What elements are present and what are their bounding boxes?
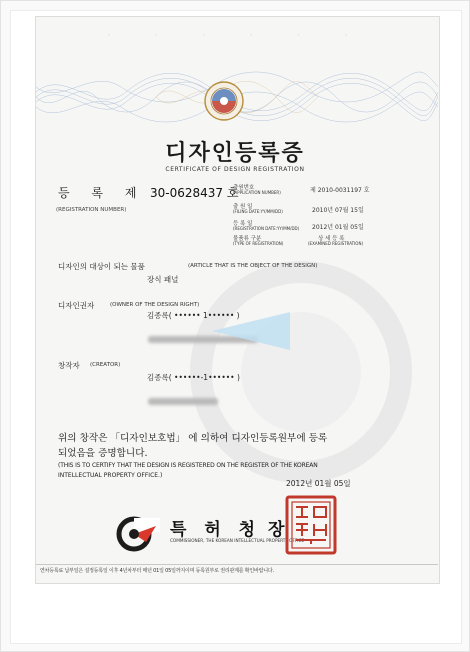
office-name-english: COMMISSIONER, THE KOREAN INTELLECTUAL PROPERTY OFFICE bbox=[170, 538, 305, 543]
filing-date-value: 2010년 07월 15일 bbox=[312, 207, 364, 214]
light-reflection bbox=[212, 306, 292, 356]
registration-type-label-en: (TYPE OF REGISTRATION) bbox=[233, 241, 284, 246]
application-number-label-en: (APPLICATION NUMBER) bbox=[233, 190, 281, 195]
owner-label-en: (OWNER OF THE DESIGN RIGHT) bbox=[110, 302, 200, 308]
article-label-en: (ARTICLE THAT IS THE OBJECT OF THE DESIGN) bbox=[188, 263, 318, 269]
creator-address-redacted bbox=[148, 398, 218, 405]
registration-date-label-en: (REGISTRATION DATE:YY/MM/DD) bbox=[233, 226, 300, 231]
owner-label: 디자인권자 bbox=[58, 301, 95, 310]
statement-english-line1: (THIS IS TO CERTIFY THAT THE DESIGN IS REGISTERED ON THE REGISTER OF THE KOREAN bbox=[58, 462, 318, 469]
registration-label-en: (REGISTRATION NUMBER) bbox=[56, 207, 127, 213]
application-number-value: 제 2010-0031197 호 bbox=[310, 187, 370, 194]
registration-date-label: 등 록 일 bbox=[233, 221, 253, 227]
creator-label-en: (CREATOR) bbox=[90, 362, 121, 368]
creator-name: 김종록( ••••••-1•••••• ) bbox=[147, 373, 240, 382]
application-number-label: 출원번호 bbox=[233, 185, 255, 191]
registration-number: 30-0628437 호 bbox=[150, 186, 239, 200]
registration-type-label: 물품류 구분 bbox=[233, 236, 262, 242]
statement-korean-line1: 위의 창작은 「디자인보호법」 에 의하여 디자인등록원부에 등록 bbox=[58, 433, 328, 444]
official-seal-stamp bbox=[284, 494, 338, 556]
footer-divider bbox=[36, 564, 438, 565]
registration-date-value: 2012년 01월 05일 bbox=[312, 224, 364, 231]
office-name: 특 허 청 bbox=[170, 520, 262, 540]
footer-note: 연차등록료 납부일은 설정등록일 이후 4년차부터 매년 01일 05일까지이며 등록원부로 권리관계를 확인바랍니다. bbox=[40, 568, 274, 574]
filing-date-label-en: (FILING DATE:YY/MM/DD) bbox=[233, 209, 283, 214]
office-name-tail: 장 bbox=[268, 520, 285, 540]
article-label: 디자인의 대상이 되는 물품 bbox=[58, 262, 145, 271]
certificate-subtitle: CERTIFICATE OF DESIGN REGISTRATION bbox=[165, 166, 305, 173]
kipo-logo-icon bbox=[116, 516, 160, 552]
footer-note-bar bbox=[36, 564, 438, 578]
faint-header-watermark: · · · · · · bbox=[106, 25, 367, 46]
owner-name: 김종록( •••••• 1•••••• ) bbox=[147, 311, 240, 320]
filing-date-label: 출 원 일 bbox=[233, 204, 253, 210]
certificate-title: 디자인등록증 bbox=[165, 141, 305, 166]
creator-label: 창작자 bbox=[58, 361, 80, 370]
registration-type-value: 상 세 등 록 bbox=[318, 236, 345, 242]
statement-english-line2: INTELLECTUAL PROPERTY OFFICE.) bbox=[58, 472, 163, 479]
statement-korean-line2: 되었음을 증명합니다. bbox=[58, 448, 148, 459]
government-emblem-icon bbox=[199, 80, 249, 124]
article-value: 장식 패널 bbox=[147, 275, 179, 284]
registration-label: 등 록 제 bbox=[58, 186, 146, 200]
issue-date: 2012년 01월 05일 bbox=[286, 479, 351, 488]
registration-type-value-en: (EXAMINED REGISTRATION) bbox=[308, 241, 364, 246]
